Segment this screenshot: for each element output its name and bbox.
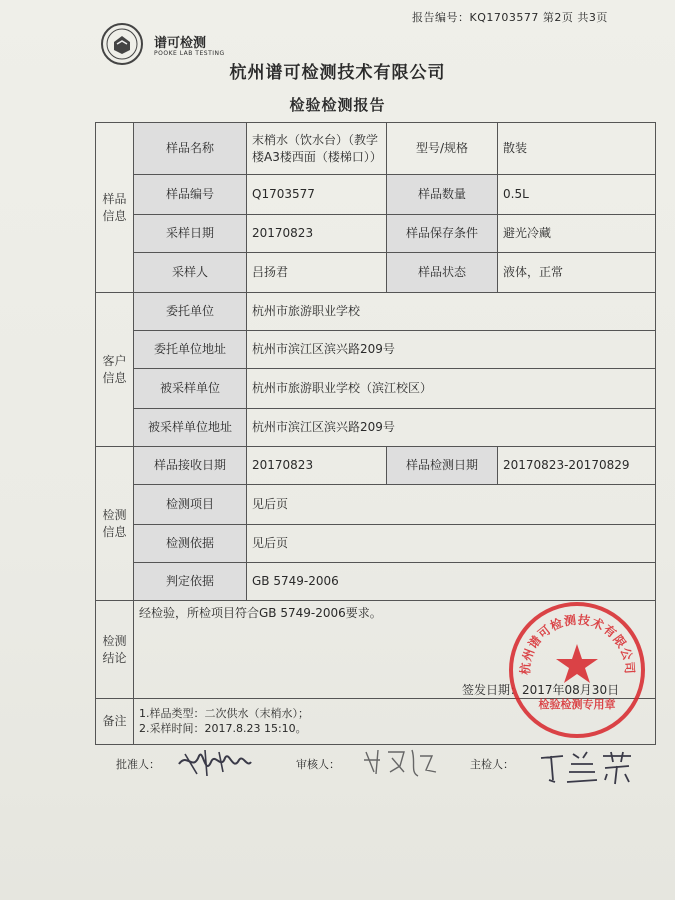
judge-basis-label: 判定依据 [134,563,247,601]
remark-line-1: 1.样品类型：二次供水（末梢水）； [139,706,309,720]
test-basis-label: 检测依据 [134,525,247,563]
sample-state-label: 样品状态 [387,253,498,293]
sign-date: 签发日期：2017年08月30日 [462,683,620,697]
receive-date-label: 样品接收日期 [134,447,247,485]
judge-basis-value: GB 5749-2006 [247,563,656,601]
model-label: 型号/规格 [387,123,498,175]
approver-label: 批准人： [116,758,160,771]
reviewer-signature-icon [360,742,440,782]
sample-name-label: 样品名称 [134,123,247,175]
table-row [96,123,656,175]
table-row [96,215,656,253]
section-conclusion: 检测结论 [96,601,134,699]
sample-code-value: Q1703577 [247,175,387,215]
section-test-info: 检测信息 [96,447,134,601]
test-items-label: 检测项目 [134,485,247,525]
remark-line-2: 2.采样时间：2017.8.23 15:10。 [139,721,307,735]
official-seal-icon [505,598,650,743]
table-row [96,293,656,331]
test-basis-value: 见后页 [247,525,656,563]
table-row [96,485,656,525]
approver-signature-icon [175,742,255,782]
model-value: 散装 [498,123,656,175]
client-unit-label: 委托单位 [134,293,247,331]
sampler-value: 吕扬君 [247,253,387,293]
table-row [96,175,656,215]
client-address-value: 杭州市滨江区滨兴路209号 [247,331,656,369]
section-client-info: 客户信息 [96,293,134,447]
company-name: 杭州谱可检测技术有限公司 [229,63,446,83]
sampled-address-value: 杭州市滨江区滨兴路209号 [247,409,656,447]
table-row [96,253,656,293]
logo-subtext: POOKE LAB TESTING [154,50,225,57]
receive-date-value: 20170823 [247,447,387,485]
report-title: 检验检测报告 [289,96,386,114]
test-date-label: 样品检测日期 [387,447,498,485]
sampled-unit-value: 杭州市旅游职业学校（滨江校区） [247,369,656,409]
seal-subtext: 检验检测专用章 [538,698,616,711]
table-row [96,331,656,369]
sample-code-label: 样品编号 [134,175,247,215]
seal-text: 杭州谱可检测技术有限公司 [518,612,637,676]
test-date-value: 20170823-20170829 [498,447,656,485]
section-sample-info: 样品信息 [96,123,134,293]
table-row [96,409,656,447]
storage-label: 样品保存条件 [387,215,498,253]
sample-name-value: 末梢水（饮水台）（教学楼A3楼西面（楼梯口）） [247,123,387,175]
report-number: 报告编号：KQ1703577 第2页 共3页 [412,11,608,24]
test-items-value: 见后页 [247,485,656,525]
table-row [96,447,656,485]
sample-qty-label: 样品数量 [387,175,498,215]
logo-text: 谱可检测 [154,36,207,51]
section-remarks: 备注 [96,699,134,745]
sample-qty-value: 0.5L [498,175,656,215]
sampling-date-label: 采样日期 [134,215,247,253]
sample-state-value: 液体，正常 [498,253,656,293]
sampling-date-value: 20170823 [247,215,387,253]
table-row [96,525,656,563]
storage-value: 避光冷藏 [498,215,656,253]
reviewer-label: 审核人： [296,758,340,771]
sampled-address-label: 被采样单位地址 [134,409,247,447]
table-row [96,563,656,601]
signature-row [0,750,675,810]
inspector-label: 主检人： [470,758,514,771]
conclusion-text: 经检验，所检项目符合GB 5749-2006要求。 [139,606,382,620]
sampled-unit-label: 被采样单位 [134,369,247,409]
table-row [96,369,656,409]
client-unit-value: 杭州市旅游职业学校 [247,293,656,331]
sampler-label: 采样人 [134,253,247,293]
inspector-signature-icon [535,744,635,788]
client-address-label: 委托单位地址 [134,331,247,369]
